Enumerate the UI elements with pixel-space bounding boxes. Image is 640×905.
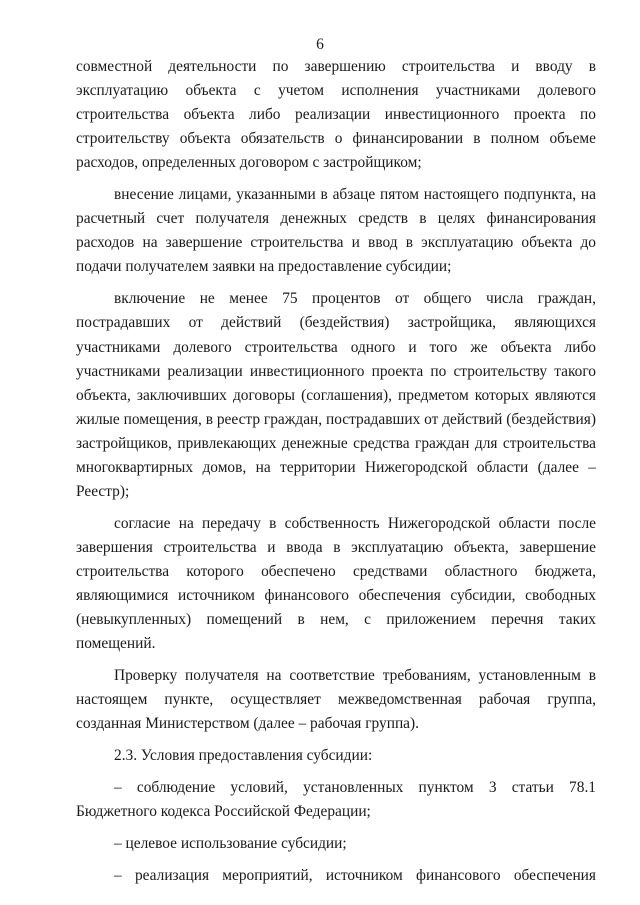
paragraph-continuation: совместной деятельности по завершению строительства и вводу в эксплуатацию объекта с учетом исполнения участниками долевого строительства объекта либо реализации инвестиционного проекта по строительству объекта обязательств о финансировании в полном объеме расходов, определенных договором с застройщиком; (76, 58, 596, 172)
paragraph-funds-deposit: внесение лицами, указанными в абзаце пятом настоящего подпункта, на расчетный счет получателя денежных средств в целях финансирования расходов на завершение строительства и ввод в эксплуатацию объекта до подачи получателем заявки на предоставление субсидии; (76, 186, 596, 276)
list-item-target-use: – целевое использование субсидии; (114, 835, 347, 853)
list-item-measures: – реализация мероприятий, источником финансового обеспечения (114, 867, 596, 885)
page-number: 6 (316, 36, 324, 53)
document-body (76, 55, 596, 889)
list-item-budget-code: – соблюдение условий, установленных пунктом 3 статьи 78.1 Бюджетного кодекса Российской Федерации; (76, 779, 596, 821)
paragraph-ownership-consent: согласие на передачу в собственность Нижегородской области после завершения строительства и ввода в эксплуатацию объекта, завершение строительства которого обеспечено средствами областного бюджета, являющимися источником финансового обеспечения субсидии, свободных (невыкупленных) помещений в нем, с приложением перечня таких помещений. (76, 514, 596, 653)
section-heading-subsidy-conditions: 2.3. Условия предоставления субсидии: (114, 747, 373, 765)
paragraph-registry-inclusion: включение не менее 75 процентов от общего числа граждан, пострадавших от действий (бездействия) застройщика, являющихся участниками долевого строительства одного и того же объекта либо участниками реализации инвестиционного проекта по строительству такого объекта, заключивших договоры (соглашения), предметом которых являются жилые помещения, в реестр граждан, пострадавших от действий (бездействия) застройщиков, привлекающих денежные средства граждан для строительства многоквартирных домов, на территории Нижегородской области (далее – Реестр); (76, 290, 596, 500)
paragraph-working-group: Проверку получателя на соответствие требованиям, установленным в настоящем пункте, осуществляет межведомственная рабочая группа, созданная Министерством (далее – рабочая группа). (76, 667, 596, 733)
